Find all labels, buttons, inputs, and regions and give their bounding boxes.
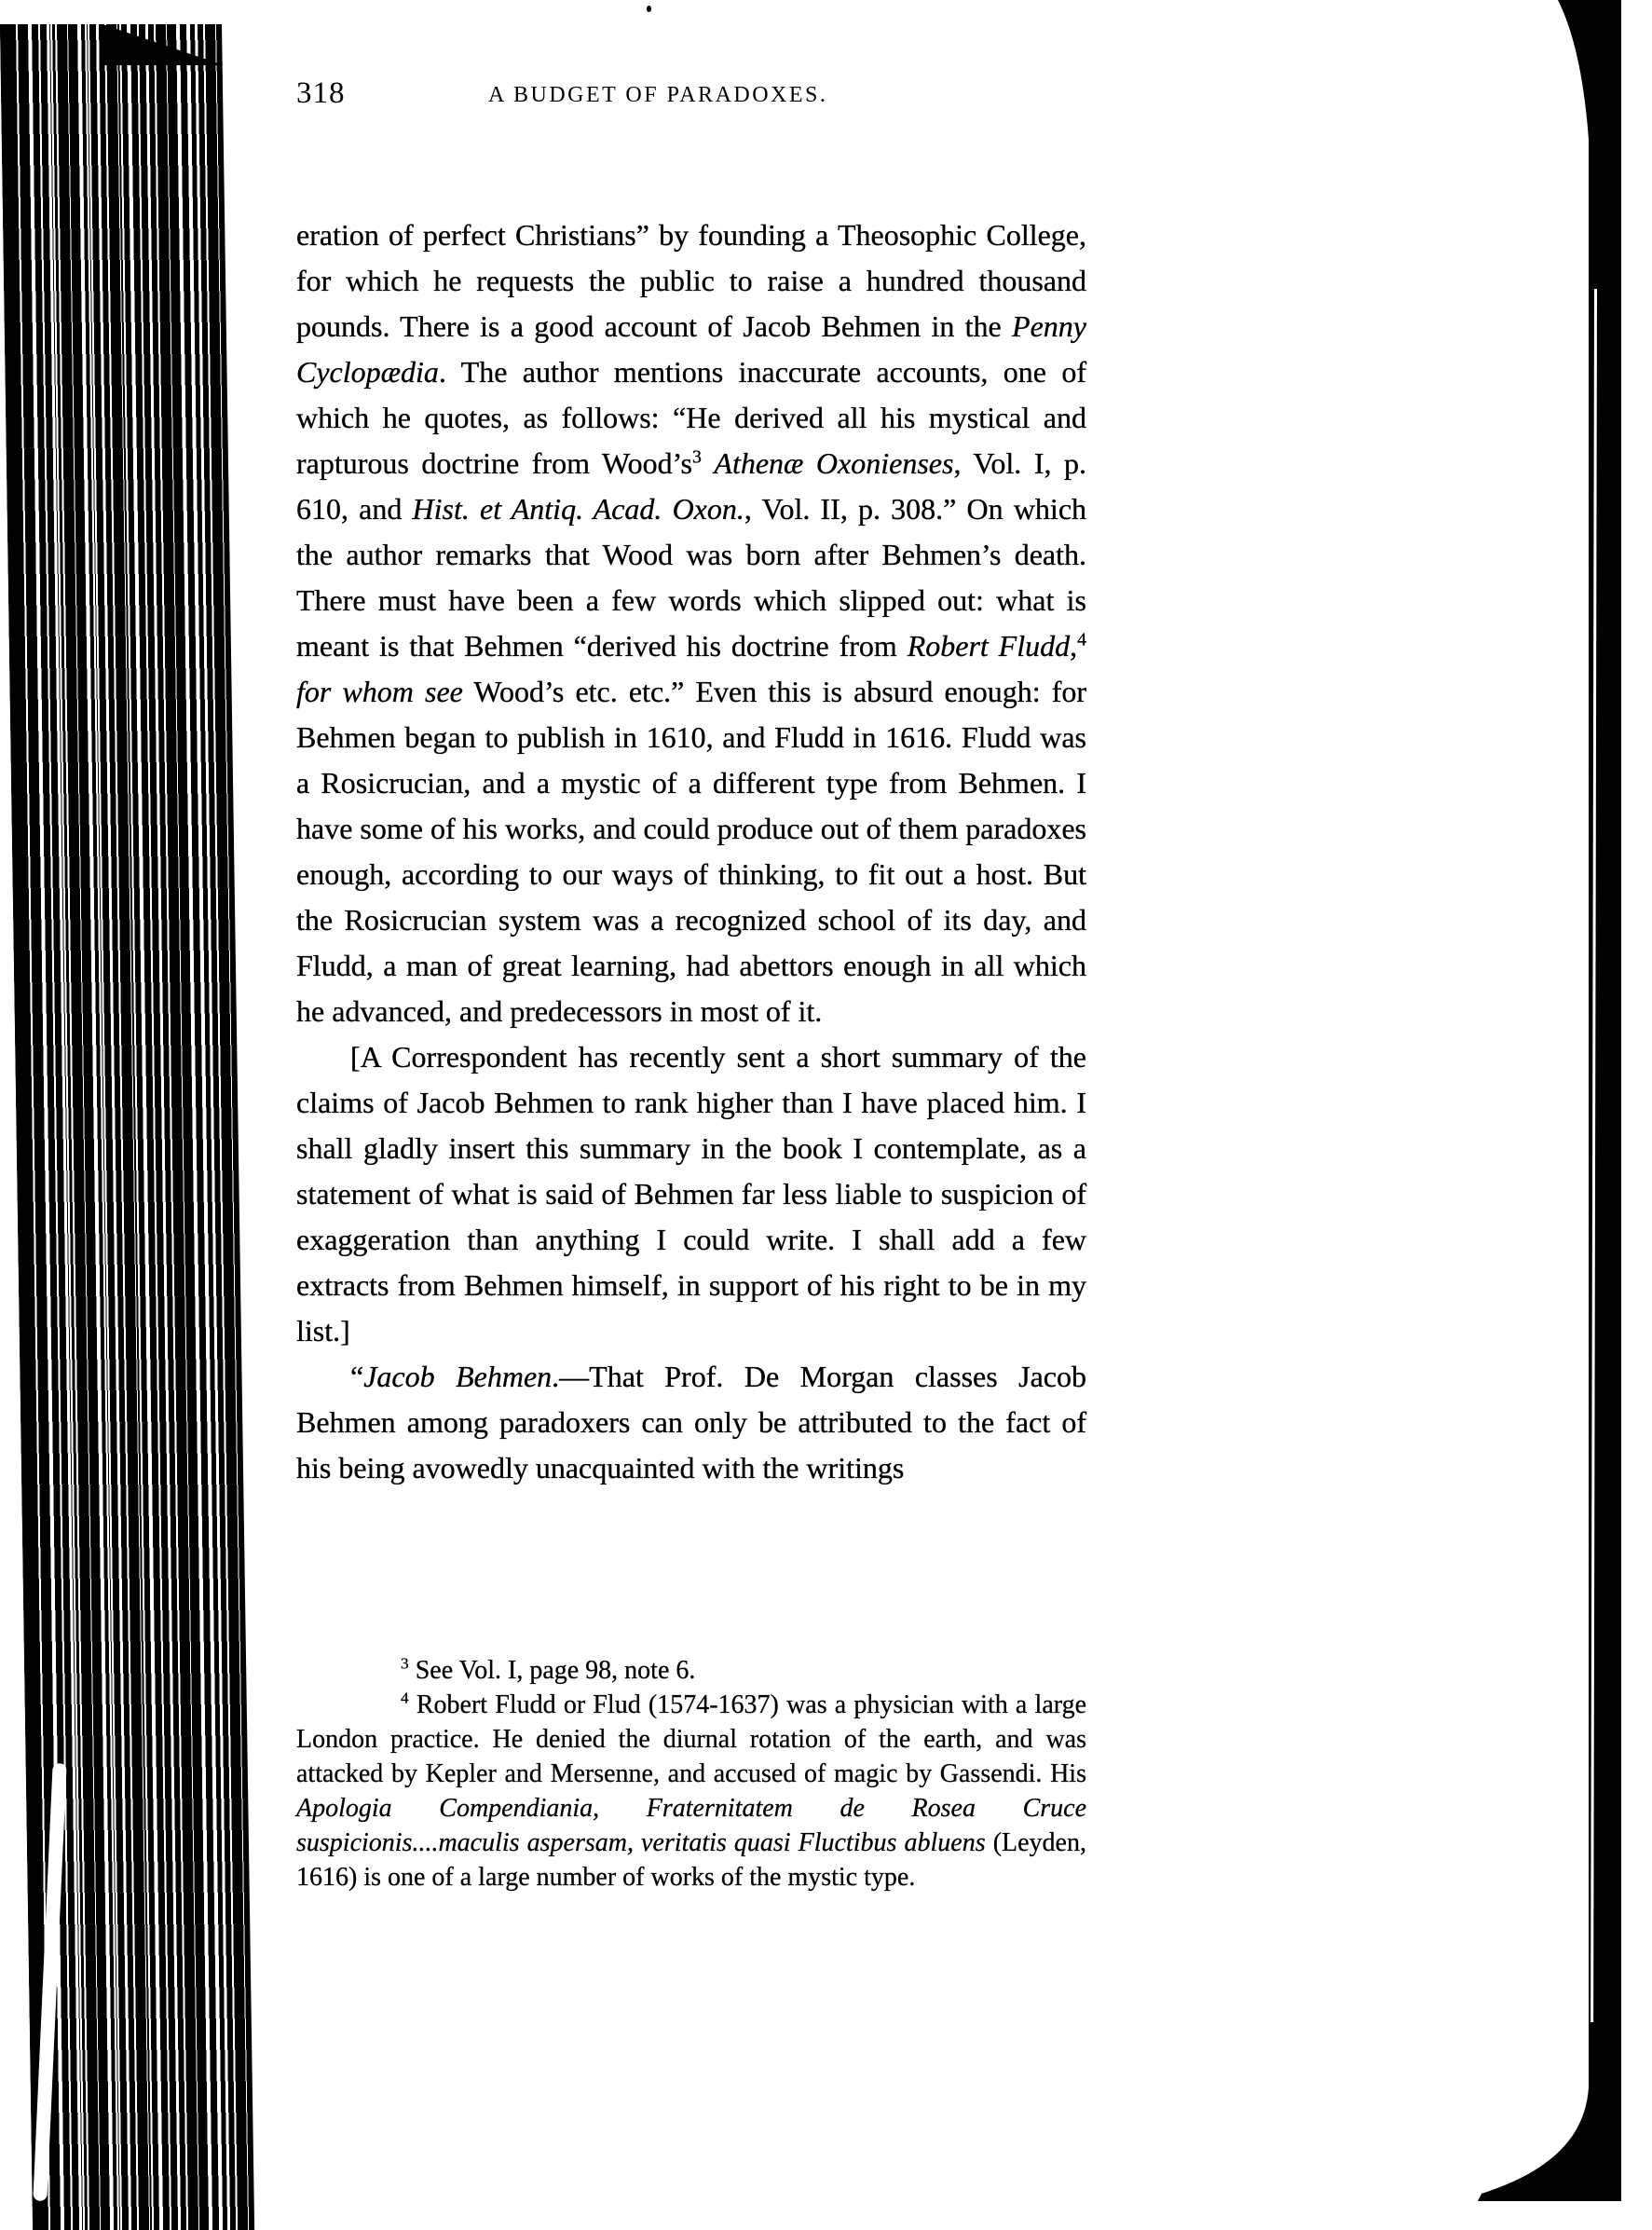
italic-text-segment: Penny Cyclopædia [296,309,1086,389]
footnote-reference: 4 [401,1689,409,1707]
body-paragraph-2 [296,1034,1086,1354]
italic-text-segment: Jacob Behmen [363,1360,553,1393]
right-edge-scan-artifact [1444,0,1652,2230]
footnotes [296,1653,1086,1895]
text-segment: See Vol. I, page 98, note 6. [408,1656,696,1685]
body-paragraph-3 [296,1354,1086,1491]
footnote-reference: 3 [691,446,702,468]
text-segment: “ [350,1360,364,1393]
text-segment: , [1070,629,1078,663]
italic-text-segment: Apologia Compendiania, Fraternitatem de Rosea Cruce suspicionis....maculis aspersam, veritatis quasi Fluctibus abluens [296,1794,1086,1857]
text-segment [702,446,715,480]
left-gutter-scan-artifact [0,24,254,2230]
ink-speck [647,6,651,12]
italic-text-segment: Robert Fludd [907,629,1071,663]
text-segment: .—That Prof. De Morgan classes Jacob Behmen among paradoxers can only be attributed to the fact of his being avowedly unacquainted with the writings [296,1360,1086,1484]
footnote-3 [296,1653,1086,1688]
page-number: 318 [296,76,346,110]
text-segment: eration of perfect Christians” by founding a Theosophic College, for which he requests the public to raise a hundred thousand pounds. There is a good account of Jacob Behmen in the [296,218,1086,343]
running-title: A BUDGET OF PARADOXES. [488,83,828,107]
text-segment: (Leyden, 1616) is one of a large number of works of the mystic type. [296,1828,1086,1892]
italic-text-segment: Hist. et Antiq. Acad. Oxon. [412,492,744,526]
italic-text-segment: Athenæ Oxonienses [714,446,954,480]
body-text [296,212,1086,1491]
text-segment: , Vol. I, p. 610, and [296,446,1087,526]
italic-text-segment: for whom see [296,675,463,708]
text-segment: Robert Fludd or Flud (1574-1637) was a physician with a large London practice. He denied the diurnal rotation of the earth, and was attacked by Kepler and Mersenne, and accused of magic by Gassendi. His [296,1690,1086,1788]
footnote-4 [296,1688,1086,1895]
page-header [296,76,1086,114]
text-segment: , Vol. II, p. 308.” On which the author remarks that Wood was born after Behmen’s death. There must have been a few words which slipped out: what is meant is that Behmen “derived his doctrine from [296,492,1087,663]
text-segment: Wood’s etc. etc.” Even this is absurd enough: for Behmen began to publish in 1610, and Fludd in 1616. Fludd was a Rosicrucian, and a mystic of a different type from Behmen. I have some of his works, and could produce out of them paradoxes enough, according to our ways of thinking, to fit out a host. But the Rosicrucian system was a recognized school of its day, and Fludd, a man of great learning, had abettors enough in all which he advanced, and predecessors in most of it. [296,675,1087,1028]
body-paragraph-1 [296,212,1086,1034]
text-segment: [A Correspondent has recently sent a short summary of the claims of Jacob Behmen to rank higher than I have placed him. I shall gladly insert this summary in the book I contemplate, as a statement of what is said of Behmen far less liable to suspicion of exaggeration than anything I could write. I shall add a few extracts from Behmen himself, in support of his right to be in my list.] [296,1040,1086,1348]
footnote-reference: 3 [401,1654,409,1673]
text-segment: . The author mentions inaccurate accounts, one of which he quotes, as follows: “He derived all his mystical and rapturous doctrine from Wood’s [296,355,1086,480]
footnote-reference: 4 [1077,629,1087,650]
